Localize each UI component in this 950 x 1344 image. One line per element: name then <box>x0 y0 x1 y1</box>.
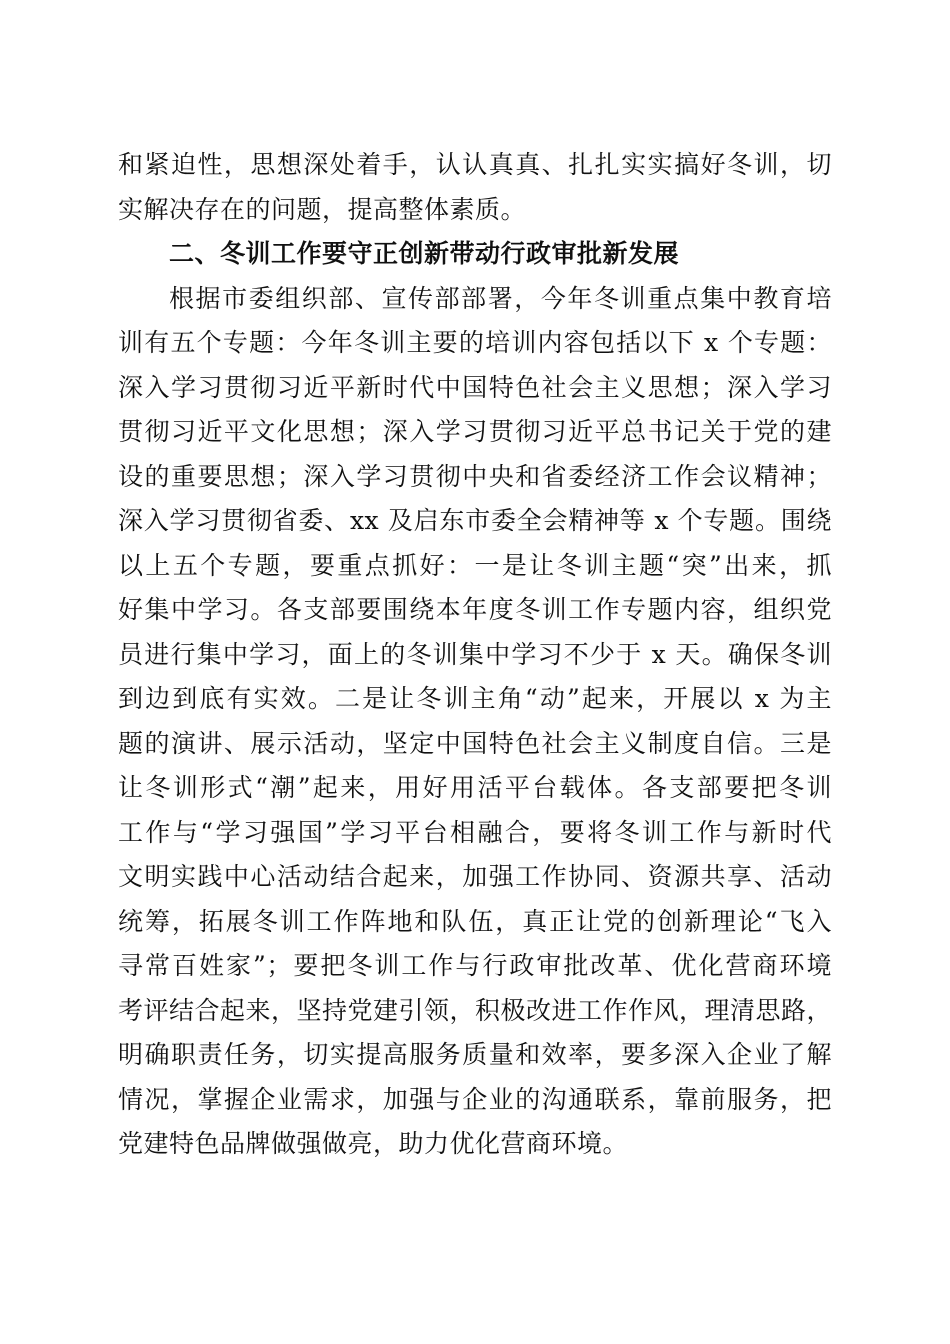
paragraph-intro-continuation <box>118 143 832 232</box>
section-heading: 二、冬训工作要守正创新带动行政审批新发展 <box>169 239 680 268</box>
text-line: 考评结合起来，坚持党建引领，积极改进工作作风，理清思路， <box>118 995 833 1025</box>
text-line: 情况，掌握企业需求，加强与企业的沟通联系，靠前服务，把 <box>118 1084 832 1114</box>
text-line: 员进行集中学习，面上的冬训集中学习不少于 x 天。确保冬训 <box>118 639 832 669</box>
document-body <box>118 143 832 1167</box>
text-line: 题的演讲、展示活动，坚定中国特色社会主义制度自信。三是 <box>118 728 832 758</box>
text-line: 统筹，拓展冬训工作阵地和队伍，真正让党的创新理论“飞入 <box>118 906 832 936</box>
text-line: 和紧迫性，思想深处着手，认认真真、扎扎实实搞好冬训，切 <box>118 150 832 179</box>
text-line: 到边到底有实效。二是让冬训主角“动”起来，开展以 x 为主 <box>118 684 832 713</box>
text-line: 寻常百姓家”；要把冬训工作与行政审批改革、优化营商环境 <box>118 951 832 980</box>
text-line: 文明实践中心活动结合起来，加强工作协同、资源共享、活动 <box>118 862 832 891</box>
text-line: 贯彻习近平文化思想；深入学习贯彻习近平总书记关于党的建 <box>118 417 832 446</box>
text-line: 根据市委组织部、宣传部部署，今年冬训重点集中教育培 <box>169 283 832 313</box>
text-line: 训有五个专题：今年冬训主要的培训内容包括以下 x 个专题： <box>118 328 832 357</box>
text-line: 工作与“学习强国”学习平台相融合，要将冬训工作与新时代 <box>118 817 832 847</box>
text-line: 让冬训形式“潮”起来，用好用活平台载体。各支部要把冬训 <box>118 773 832 802</box>
text-line: 明确职责任务，切实提高服务质量和效率，要多深入企业了解 <box>118 1040 832 1069</box>
text-line: 设的重要思想；深入学习贯彻中央和省委经济工作会议精神； <box>118 461 832 491</box>
text-line: 党建特色品牌做强做亮，助力优化营商环境。 <box>118 1129 629 1158</box>
text-line: 好集中学习。各支部要围绕本年度冬训工作专题内容，组织党 <box>118 595 832 624</box>
text-line: 深入学习贯彻省委、xx 及启东市委全会精神等 x 个专题。围绕 <box>118 506 832 535</box>
text-line: 实解决存在的问题，提高整体素质。 <box>118 194 527 224</box>
paragraph-winter-training <box>118 277 832 1167</box>
text-line: 深入学习贯彻习近平新时代中国特色社会主义思想；深入学习 <box>118 372 832 402</box>
text-line: 以上五个专题，要重点抓好：一是让冬训主题“突”出来，抓 <box>118 550 832 580</box>
